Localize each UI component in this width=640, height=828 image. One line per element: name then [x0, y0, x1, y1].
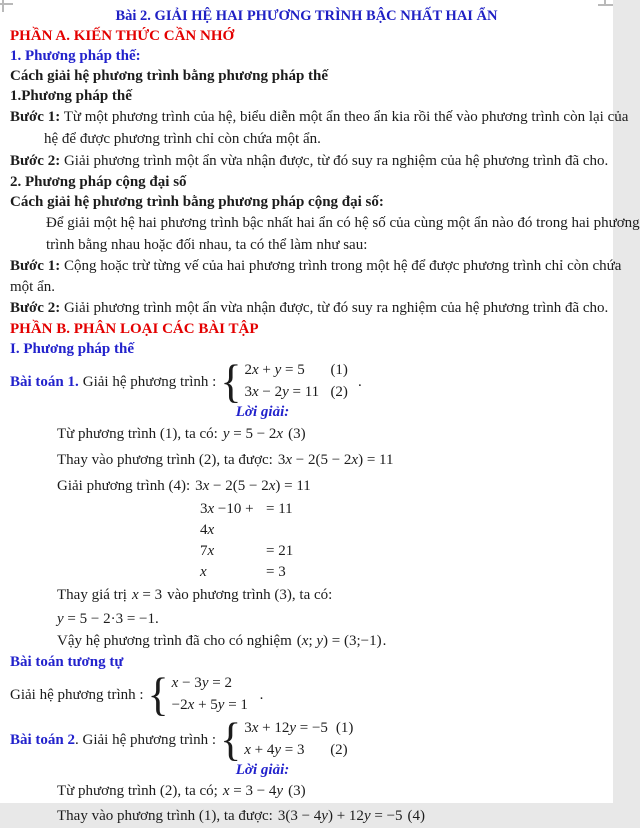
step-math: 3(3 − 4y) + 12y = −5 [277, 808, 403, 824]
system-brace: { [220, 355, 242, 407]
conclusion-text: Vậy hệ phương trình đã cho có nghiệm [57, 633, 292, 649]
method2-step1-text1: Cộng hoặc trừ từng vế của hai phương trình trong một hệ để được phương trình chỉ còn chứa [63, 258, 622, 274]
method1-subheading-2: 1.Phương pháp thế [10, 88, 132, 104]
system-equation-2 [172, 696, 250, 715]
step-math: 3x − 2(5 − 2x) = 11 [277, 452, 394, 468]
method2-step2-text: Giải phương trình một ẩn vừa nhận được, từ đó suy ra nghiệm của hệ phương trình đã cho. [63, 300, 609, 316]
page-corner-mark-left [2, 0, 4, 12]
step-tag: (3) [288, 426, 306, 442]
step-math: 3x − 2(5 − 2x) = 11 [195, 478, 311, 494]
method2-step1-line1 [0, 256, 622, 277]
solution-step-1 [0, 421, 613, 447]
method1-subheading-1: Cách giải hệ phương trình bằng phương pháp thế [10, 68, 329, 84]
equation-2: 3x − 2y = 11 [244, 384, 320, 400]
row-3-lhs: x [200, 564, 207, 580]
system-rows [172, 672, 250, 717]
method2-step2-line [0, 298, 613, 319]
equation-1: x − 3y = 2 [171, 675, 232, 691]
conclusion-period: . [382, 633, 387, 649]
step1-label: Bước 1: [10, 109, 61, 125]
step-math: y = 5 − 2·3 = −1. [57, 611, 159, 627]
row-1-rhs: = 11 [266, 501, 293, 517]
similar-system [147, 668, 250, 720]
similar-prompt: Giải hệ phương trình : [10, 686, 144, 703]
equation-2-tag: (2) [330, 384, 348, 400]
system-equation-1 [244, 361, 348, 380]
equation-2: −2x + 5y = 1 [171, 697, 248, 713]
method2-step1-line2: một ẩn. [10, 279, 55, 295]
aligned-row-1 [200, 499, 613, 541]
system-equation-1 [172, 674, 250, 693]
step-text-post: vào phương trình (3), ta có: [167, 587, 333, 603]
method2-subheading: Cách giải hệ phương trình bằng phương pháp cộng đại số: [10, 194, 384, 210]
aligned-row-3 [200, 562, 613, 583]
problem-1-solution-heading: Lời giải: [235, 404, 290, 420]
step-tag: (4) [407, 808, 426, 824]
row-3-rhs: = 3 [266, 564, 286, 580]
part-a-heading: PHẦN A. KIẾN THỨC CẦN NHỚ [10, 28, 235, 44]
part-b-heading: PHẦN B. PHÂN LOẠI CÁC BÀI TẬP [10, 321, 259, 337]
method2-intro-line1: Để giải một hệ hai phương trình bậc nhất hai ẩn có hệ số của cùng một ẩn nào đó trong hai phương [46, 215, 640, 231]
problem-2-prompt: . Giải hệ phương trình : [75, 731, 217, 748]
problem-2-step-1 [0, 779, 613, 804]
problem-2-system [220, 713, 354, 765]
aligned-row-2 [200, 541, 613, 562]
page-corner-mark-right-h [598, 4, 613, 6]
step-math: x = 3 − 4y [222, 783, 284, 799]
equation-1-tag: (1) [330, 362, 348, 378]
equation-2: x + 4y = 3 [244, 742, 305, 758]
aligned-equations [200, 499, 613, 583]
solution-step-5 [0, 608, 613, 631]
row-2-rhs: = 21 [266, 543, 294, 559]
system-equation-1 [244, 719, 353, 738]
step-text: Giải phương trình (4): [57, 478, 191, 494]
system-brace: { [220, 713, 242, 765]
similar-problem-statement [0, 668, 613, 720]
step-math: y = 5 − 2x [222, 426, 284, 442]
conclusion-math: (x; y) = (3;−1) [296, 633, 382, 649]
solution-step-3 [0, 473, 613, 499]
method2-intro-line2: trình bằng nhau hoặc đối nhau, ta có thể làm như sau: [46, 237, 368, 253]
system-period: . [357, 373, 362, 390]
system-period: . [259, 686, 264, 703]
problem-2-label: Bài toán 2 [10, 731, 76, 748]
step-text: Từ phương trình (1), ta có: [57, 426, 218, 442]
equation-1-tag: (1) [335, 720, 354, 736]
system-rows [244, 717, 353, 762]
step-text: Thay vào phương trình (2), ta được: [57, 452, 273, 468]
method1-step1-line2: hệ để được phương trình chỉ còn chứa một ẩn. [44, 131, 321, 147]
system-brace: { [147, 668, 169, 720]
problem-2-solution-heading: Lời giải: [235, 762, 290, 778]
system-equation-2 [244, 383, 348, 402]
lesson-title: Bài 2. GIẢI HỆ HAI PHƯƠNG TRÌNH BẬC NHẤT HAI ẨN [115, 8, 498, 24]
method2-heading: 2. Phương pháp cộng đại số [10, 174, 187, 190]
solution-step-2 [0, 447, 613, 473]
row-1-lhs: 3x −10 + 4x [200, 501, 254, 538]
row-2-lhs: 7x [200, 543, 215, 559]
step-text: Thay vào phương trình (1), ta được: [57, 808, 273, 824]
method2-step1-label: Bước 1: [10, 258, 61, 274]
system-equation-2 [244, 741, 353, 760]
section1-heading: I. Phương pháp thế [10, 341, 135, 357]
problem-1-statement [0, 355, 613, 407]
equation-2-tag: (2) [330, 742, 348, 758]
system-rows [244, 359, 348, 404]
similar-problem-heading: Bài toán tương tự [10, 654, 124, 670]
method1-heading: 1. Phương pháp thế: [10, 48, 141, 64]
solution-step-4 [0, 583, 613, 608]
problem-1-prompt: Giải hệ phương trình : [82, 373, 217, 390]
problem-2-statement [0, 713, 613, 765]
page-corner-mark-left-h [0, 3, 13, 5]
method1-step2-line [0, 150, 613, 172]
equation-1: 3x + 12y = −5 [244, 720, 328, 736]
step-math: x = 3 [131, 587, 163, 603]
step-text: Từ phương trình (2), ta có; [57, 783, 218, 799]
problem-2-step-2 [0, 804, 613, 828]
step2-label: Bước 2: [10, 153, 61, 169]
equation-1: 2x + y = 5 [244, 362, 305, 378]
problem-1-system [220, 355, 348, 407]
step-tag: (3) [288, 783, 306, 799]
method1-step1-line1 [0, 106, 629, 128]
method2-step2-label: Bước 2: [10, 300, 61, 316]
step2-text: Giải phương trình một ẩn vừa nhận được, từ đó suy ra nghiệm của hệ phương trình đã cho. [63, 153, 609, 169]
problem-1-label: Bài toán 1. [10, 373, 79, 390]
step-text: Thay giá trị [57, 587, 127, 603]
solution-conclusion [0, 631, 613, 652]
step1-text-line1: Từ một phương trình của hệ, biểu diễn một ẩn theo ẩn kia rồi thế vào phương trình còn lại của [63, 109, 629, 125]
